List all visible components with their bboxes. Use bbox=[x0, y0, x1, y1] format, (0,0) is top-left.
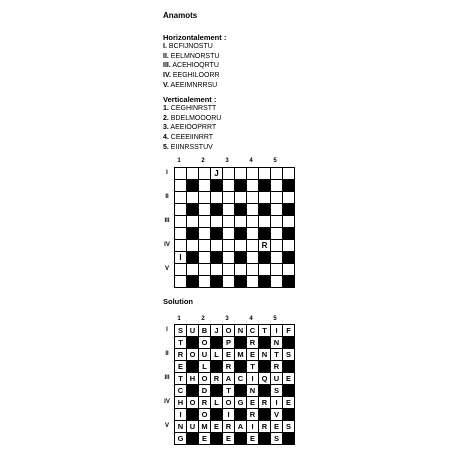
solution-row bbox=[175, 385, 295, 397]
puzzle-title: Anamots bbox=[163, 11, 198, 20]
clue-number: 3. bbox=[163, 124, 169, 132]
clue-number: 5. bbox=[163, 143, 169, 151]
grid-cell[interactable] bbox=[247, 240, 259, 252]
solution-cell: R bbox=[247, 337, 259, 349]
black-square bbox=[211, 409, 223, 421]
solution-row bbox=[175, 409, 295, 421]
clue-number: 2. bbox=[163, 114, 169, 122]
solution-grid bbox=[174, 324, 295, 445]
solution-cell: N bbox=[235, 325, 247, 337]
column-number-3: 3 bbox=[225, 158, 229, 164]
horizontal-clue-4 bbox=[163, 71, 226, 81]
solution-row bbox=[175, 397, 295, 409]
horizontal-clues bbox=[163, 33, 226, 91]
solution-row bbox=[175, 421, 295, 433]
solution-cell: T bbox=[259, 325, 271, 337]
black-square bbox=[211, 180, 223, 192]
clue-letters: BDELMOOORU bbox=[170, 114, 222, 122]
black-square bbox=[283, 385, 295, 397]
grid-cell[interactable] bbox=[259, 192, 271, 204]
black-square bbox=[259, 361, 271, 373]
grid-cell[interactable] bbox=[199, 216, 211, 228]
solution-cell: E bbox=[247, 349, 259, 361]
solution-cell: G bbox=[235, 397, 247, 409]
solution-cell: H bbox=[187, 373, 199, 385]
column-number-1: 1 bbox=[177, 158, 181, 164]
row-numeral-1: I bbox=[166, 170, 168, 176]
solution-cell: O bbox=[187, 397, 199, 409]
grid-cell[interactable] bbox=[223, 180, 235, 192]
grid-cell[interactable] bbox=[175, 192, 187, 204]
solution-cell: E bbox=[223, 433, 235, 445]
grid-cell[interactable] bbox=[175, 168, 187, 180]
black-square bbox=[187, 409, 199, 421]
vertical-clue-5 bbox=[163, 143, 221, 153]
black-square bbox=[235, 180, 247, 192]
black-square bbox=[187, 276, 199, 288]
solution-cell: R bbox=[175, 349, 187, 361]
clue-number: 1. bbox=[163, 105, 169, 112]
solution-row bbox=[175, 373, 295, 385]
clue-letters: BCFIJNOSTU bbox=[168, 43, 213, 50]
grid-cell[interactable] bbox=[223, 216, 235, 228]
solution-cell: E bbox=[247, 433, 259, 445]
grid-cell[interactable] bbox=[187, 240, 199, 252]
solution-cell: S bbox=[271, 385, 283, 397]
black-square bbox=[283, 276, 295, 288]
grid-cell[interactable] bbox=[223, 252, 235, 264]
black-square bbox=[259, 409, 271, 421]
grid-cell[interactable] bbox=[199, 168, 211, 180]
solution-cell: O bbox=[187, 349, 199, 361]
solution-row-numeral-2: II bbox=[165, 351, 169, 357]
grid-row bbox=[175, 216, 295, 228]
grid-cell[interactable] bbox=[175, 180, 187, 192]
solution-cell: S bbox=[283, 349, 295, 361]
solution-heading: Solution bbox=[163, 297, 193, 306]
solution-cell: I bbox=[271, 397, 283, 409]
grid-cell[interactable] bbox=[199, 228, 211, 240]
black-square bbox=[283, 228, 295, 240]
grid-cell[interactable] bbox=[199, 204, 211, 216]
solution-cell: E bbox=[283, 373, 295, 385]
solution-cell: S bbox=[283, 421, 295, 433]
solution-cell: T bbox=[223, 385, 235, 397]
grid-cell[interactable] bbox=[271, 276, 283, 288]
vertical-heading: Verticalement : bbox=[163, 95, 217, 104]
solution-cell: T bbox=[175, 373, 187, 385]
black-square bbox=[187, 180, 199, 192]
grid-row bbox=[175, 168, 295, 180]
grid-cell[interactable] bbox=[211, 240, 223, 252]
solution-row-numeral-3: III bbox=[164, 375, 170, 381]
solution-cell: Q bbox=[259, 373, 271, 385]
clue-letters: EIINRSSTUV bbox=[170, 143, 213, 151]
grid-cell[interactable] bbox=[259, 168, 271, 180]
grid-cell[interactable] bbox=[175, 216, 187, 228]
solution-row-numeral-5: V bbox=[164, 423, 169, 429]
solution-cell: L bbox=[211, 397, 223, 409]
grid-cell[interactable] bbox=[223, 276, 235, 288]
grid-row bbox=[175, 192, 295, 204]
solution-cell: M bbox=[199, 421, 211, 433]
solution-row bbox=[175, 349, 295, 361]
solution-row bbox=[175, 325, 295, 337]
horizontal-clue-2 bbox=[163, 52, 226, 62]
solution-row-numeral-4: IV bbox=[164, 399, 170, 405]
solution-cell: B bbox=[199, 325, 211, 337]
horizontal-clue-5 bbox=[163, 81, 226, 91]
black-square bbox=[235, 361, 247, 373]
solution-row bbox=[175, 433, 295, 445]
grid-cell[interactable] bbox=[235, 216, 247, 228]
solution-cell: C bbox=[247, 325, 259, 337]
grid-row bbox=[175, 204, 295, 216]
row-numeral-3: III bbox=[164, 218, 170, 224]
row-numeral-4: IV bbox=[164, 242, 170, 248]
grid-row bbox=[175, 264, 295, 276]
black-square bbox=[235, 409, 247, 421]
solution-cell: R bbox=[259, 421, 271, 433]
black-square bbox=[283, 252, 295, 264]
solution-cell: E bbox=[223, 349, 235, 361]
column-number-4: 4 bbox=[249, 158, 253, 164]
grid-cell[interactable] bbox=[175, 276, 187, 288]
clue-number: 4. bbox=[163, 134, 169, 142]
grid-cell[interactable] bbox=[283, 264, 295, 276]
vertical-clue-1 bbox=[163, 104, 221, 114]
black-square bbox=[283, 337, 295, 349]
clue-letters: ACEHIOQRTU bbox=[172, 62, 219, 70]
grid-row bbox=[175, 276, 295, 288]
grid-cell[interactable] bbox=[223, 240, 235, 252]
black-square bbox=[259, 276, 271, 288]
solution-cell: R bbox=[259, 397, 271, 409]
grid-cell[interactable] bbox=[175, 264, 187, 276]
black-square bbox=[235, 433, 247, 445]
clue-number: V. bbox=[163, 81, 169, 89]
grid-cell[interactable] bbox=[187, 192, 199, 204]
solution-cell: N bbox=[247, 385, 259, 397]
solution-cell: L bbox=[211, 349, 223, 361]
solution-cell: M bbox=[235, 349, 247, 361]
black-square bbox=[235, 252, 247, 264]
black-square bbox=[187, 252, 199, 264]
grid-cell[interactable] bbox=[247, 192, 259, 204]
vertical-clues bbox=[163, 95, 221, 153]
clue-letters: EELMNORSTU bbox=[170, 52, 220, 60]
solution-cell: N bbox=[259, 349, 271, 361]
row-numeral-2: II bbox=[165, 194, 169, 200]
solution-cell: O bbox=[223, 397, 235, 409]
solution-cell: R bbox=[271, 361, 283, 373]
solution-cell: A bbox=[235, 421, 247, 433]
vertical-clue-2 bbox=[163, 114, 221, 124]
solution-cell: E bbox=[199, 433, 211, 445]
clue-number: IV. bbox=[163, 72, 171, 80]
solution-cell: I bbox=[247, 421, 259, 433]
solution-cell: I bbox=[247, 373, 259, 385]
solution-cell: O bbox=[199, 373, 211, 385]
row-numeral-5: V bbox=[164, 266, 169, 272]
solution-cell: N bbox=[271, 337, 283, 349]
grid-cell[interactable] bbox=[199, 264, 211, 276]
black-square bbox=[259, 204, 271, 216]
solution-cell: R bbox=[223, 421, 235, 433]
solution-row-numeral-1: I bbox=[166, 327, 168, 333]
grid-cell[interactable] bbox=[211, 264, 223, 276]
black-square bbox=[211, 361, 223, 373]
grid-row bbox=[175, 180, 295, 192]
column-number-2: 2 bbox=[201, 158, 205, 164]
black-square bbox=[187, 433, 199, 445]
vertical-clue-3 bbox=[163, 123, 221, 133]
solution-cell: U bbox=[199, 349, 211, 361]
black-square bbox=[259, 385, 271, 397]
solution-cell: R bbox=[199, 397, 211, 409]
solution-row bbox=[175, 337, 295, 349]
solution-cell: L bbox=[199, 361, 211, 373]
solution-cell: T bbox=[175, 337, 187, 349]
grid-cell[interactable] bbox=[199, 276, 211, 288]
solution-cell: F bbox=[283, 325, 295, 337]
grid-cell[interactable] bbox=[247, 252, 259, 264]
clue-letters: CEGHINRSTT bbox=[170, 105, 217, 112]
solution-cell: U bbox=[187, 325, 199, 337]
black-square bbox=[235, 276, 247, 288]
black-square bbox=[187, 337, 199, 349]
black-square bbox=[187, 204, 199, 216]
solution-cell: E bbox=[247, 397, 259, 409]
grid-cell[interactable] bbox=[187, 264, 199, 276]
grid-row bbox=[175, 240, 295, 252]
grid-cell[interactable] bbox=[175, 240, 187, 252]
grid-cell[interactable] bbox=[175, 228, 187, 240]
black-square bbox=[283, 409, 295, 421]
black-square bbox=[211, 433, 223, 445]
grid-cell-given[interactable]: I bbox=[175, 252, 187, 264]
grid-cell[interactable] bbox=[223, 264, 235, 276]
grid-cell[interactable] bbox=[271, 252, 283, 264]
solution-cell: S bbox=[271, 433, 283, 445]
solution-column-number-5: 5 bbox=[273, 316, 277, 322]
grid-cell[interactable] bbox=[259, 216, 271, 228]
solution-column-number-1: 1 bbox=[177, 316, 181, 322]
grid-cell[interactable] bbox=[271, 192, 283, 204]
black-square bbox=[211, 228, 223, 240]
clue-letters: EEGHILOORR bbox=[172, 72, 220, 80]
grid-cell[interactable] bbox=[271, 204, 283, 216]
horizontal-heading: Horizontalement : bbox=[163, 33, 227, 42]
grid-cell[interactable] bbox=[283, 216, 295, 228]
puzzle-grid bbox=[174, 167, 295, 288]
grid-cell[interactable] bbox=[283, 168, 295, 180]
grid-cell[interactable] bbox=[247, 264, 259, 276]
black-square bbox=[235, 385, 247, 397]
grid-cell[interactable] bbox=[271, 168, 283, 180]
solution-cell: I bbox=[175, 409, 187, 421]
grid-cell[interactable] bbox=[271, 228, 283, 240]
grid-cell[interactable] bbox=[247, 168, 259, 180]
grid-cell[interactable] bbox=[223, 228, 235, 240]
grid-cell[interactable] bbox=[223, 168, 235, 180]
grid-cell[interactable] bbox=[235, 240, 247, 252]
black-square bbox=[211, 204, 223, 216]
solution-cell: I bbox=[271, 325, 283, 337]
grid-cell[interactable] bbox=[187, 168, 199, 180]
black-square bbox=[211, 252, 223, 264]
solution-cell: C bbox=[235, 373, 247, 385]
black-square bbox=[259, 180, 271, 192]
black-square bbox=[283, 180, 295, 192]
solution-cell: J bbox=[211, 325, 223, 337]
solution-row bbox=[175, 361, 295, 373]
solution-cell: S bbox=[175, 325, 187, 337]
solution-cell: E bbox=[283, 397, 295, 409]
grid-cell[interactable] bbox=[235, 192, 247, 204]
horizontal-clue-3 bbox=[163, 61, 226, 71]
grid-cell[interactable] bbox=[235, 264, 247, 276]
grid-cell[interactable] bbox=[223, 204, 235, 216]
grid-cell[interactable] bbox=[199, 252, 211, 264]
solution-cell: D bbox=[199, 385, 211, 397]
horizontal-clue-1 bbox=[163, 42, 226, 52]
clue-number: I. bbox=[163, 43, 167, 50]
solution-cell: R bbox=[211, 373, 223, 385]
grid-cell[interactable] bbox=[199, 180, 211, 192]
solution-cell: G bbox=[175, 433, 187, 445]
grid-cell[interactable] bbox=[271, 264, 283, 276]
grid-cell-given[interactable]: J bbox=[211, 168, 223, 180]
solution-cell: P bbox=[223, 337, 235, 349]
black-square bbox=[211, 337, 223, 349]
solution-cell: O bbox=[223, 325, 235, 337]
solution-cell: O bbox=[199, 409, 211, 421]
solution-cell: R bbox=[247, 409, 259, 421]
clue-letters: AEEIMNRRSU bbox=[170, 81, 218, 89]
grid-cell[interactable] bbox=[187, 216, 199, 228]
solution-cell: N bbox=[175, 421, 187, 433]
black-square bbox=[211, 276, 223, 288]
grid-cell[interactable] bbox=[199, 192, 211, 204]
grid-cell[interactable] bbox=[271, 180, 283, 192]
grid-cell[interactable] bbox=[283, 192, 295, 204]
grid-cell[interactable] bbox=[199, 240, 211, 252]
grid-cell[interactable] bbox=[247, 204, 259, 216]
black-square bbox=[187, 228, 199, 240]
solution-cell: H bbox=[175, 397, 187, 409]
black-square bbox=[259, 337, 271, 349]
solution-cell: A bbox=[223, 373, 235, 385]
black-square bbox=[259, 252, 271, 264]
clue-number: II. bbox=[163, 52, 169, 60]
grid-row bbox=[175, 252, 295, 264]
solution-cell: E bbox=[211, 421, 223, 433]
grid-cell[interactable] bbox=[211, 216, 223, 228]
grid-cell-given[interactable]: R bbox=[259, 240, 271, 252]
black-square bbox=[235, 228, 247, 240]
solution-cell: O bbox=[199, 337, 211, 349]
black-square bbox=[259, 433, 271, 445]
grid-cell[interactable] bbox=[247, 216, 259, 228]
grid-cell[interactable] bbox=[211, 192, 223, 204]
solution-column-number-4: 4 bbox=[249, 316, 253, 322]
solution-cell: C bbox=[175, 385, 187, 397]
grid-cell[interactable] bbox=[271, 240, 283, 252]
solution-cell: V bbox=[271, 409, 283, 421]
grid-cell[interactable] bbox=[283, 240, 295, 252]
black-square bbox=[235, 204, 247, 216]
solution-cell: T bbox=[271, 349, 283, 361]
vertical-clue-4 bbox=[163, 133, 221, 143]
black-square bbox=[283, 204, 295, 216]
grid-cell[interactable] bbox=[247, 180, 259, 192]
grid-row bbox=[175, 228, 295, 240]
black-square bbox=[187, 361, 199, 373]
grid-cell[interactable] bbox=[223, 192, 235, 204]
solution-column-number-3: 3 bbox=[225, 316, 229, 322]
grid-cell[interactable] bbox=[247, 228, 259, 240]
black-square bbox=[259, 228, 271, 240]
black-square bbox=[283, 361, 295, 373]
clue-letters: AEEIOOPRRT bbox=[170, 124, 217, 132]
solution-cell: R bbox=[223, 361, 235, 373]
solution-column-number-2: 2 bbox=[201, 316, 205, 322]
solution-cell: U bbox=[271, 373, 283, 385]
grid-cell[interactable] bbox=[235, 168, 247, 180]
column-number-5: 5 bbox=[273, 158, 277, 164]
solution-cell: U bbox=[187, 421, 199, 433]
solution-cell: E bbox=[175, 361, 187, 373]
black-square bbox=[235, 337, 247, 349]
grid-cell[interactable] bbox=[175, 204, 187, 216]
solution-cell: E bbox=[271, 421, 283, 433]
clue-number: III. bbox=[163, 62, 171, 70]
grid-cell[interactable] bbox=[259, 264, 271, 276]
grid-cell[interactable] bbox=[247, 276, 259, 288]
solution-cell: T bbox=[247, 361, 259, 373]
black-square bbox=[211, 385, 223, 397]
black-square bbox=[187, 385, 199, 397]
solution-cell: I bbox=[223, 409, 235, 421]
grid-cell[interactable] bbox=[271, 216, 283, 228]
clue-letters: CEEEIINRRT bbox=[170, 134, 214, 142]
black-square bbox=[283, 433, 295, 445]
